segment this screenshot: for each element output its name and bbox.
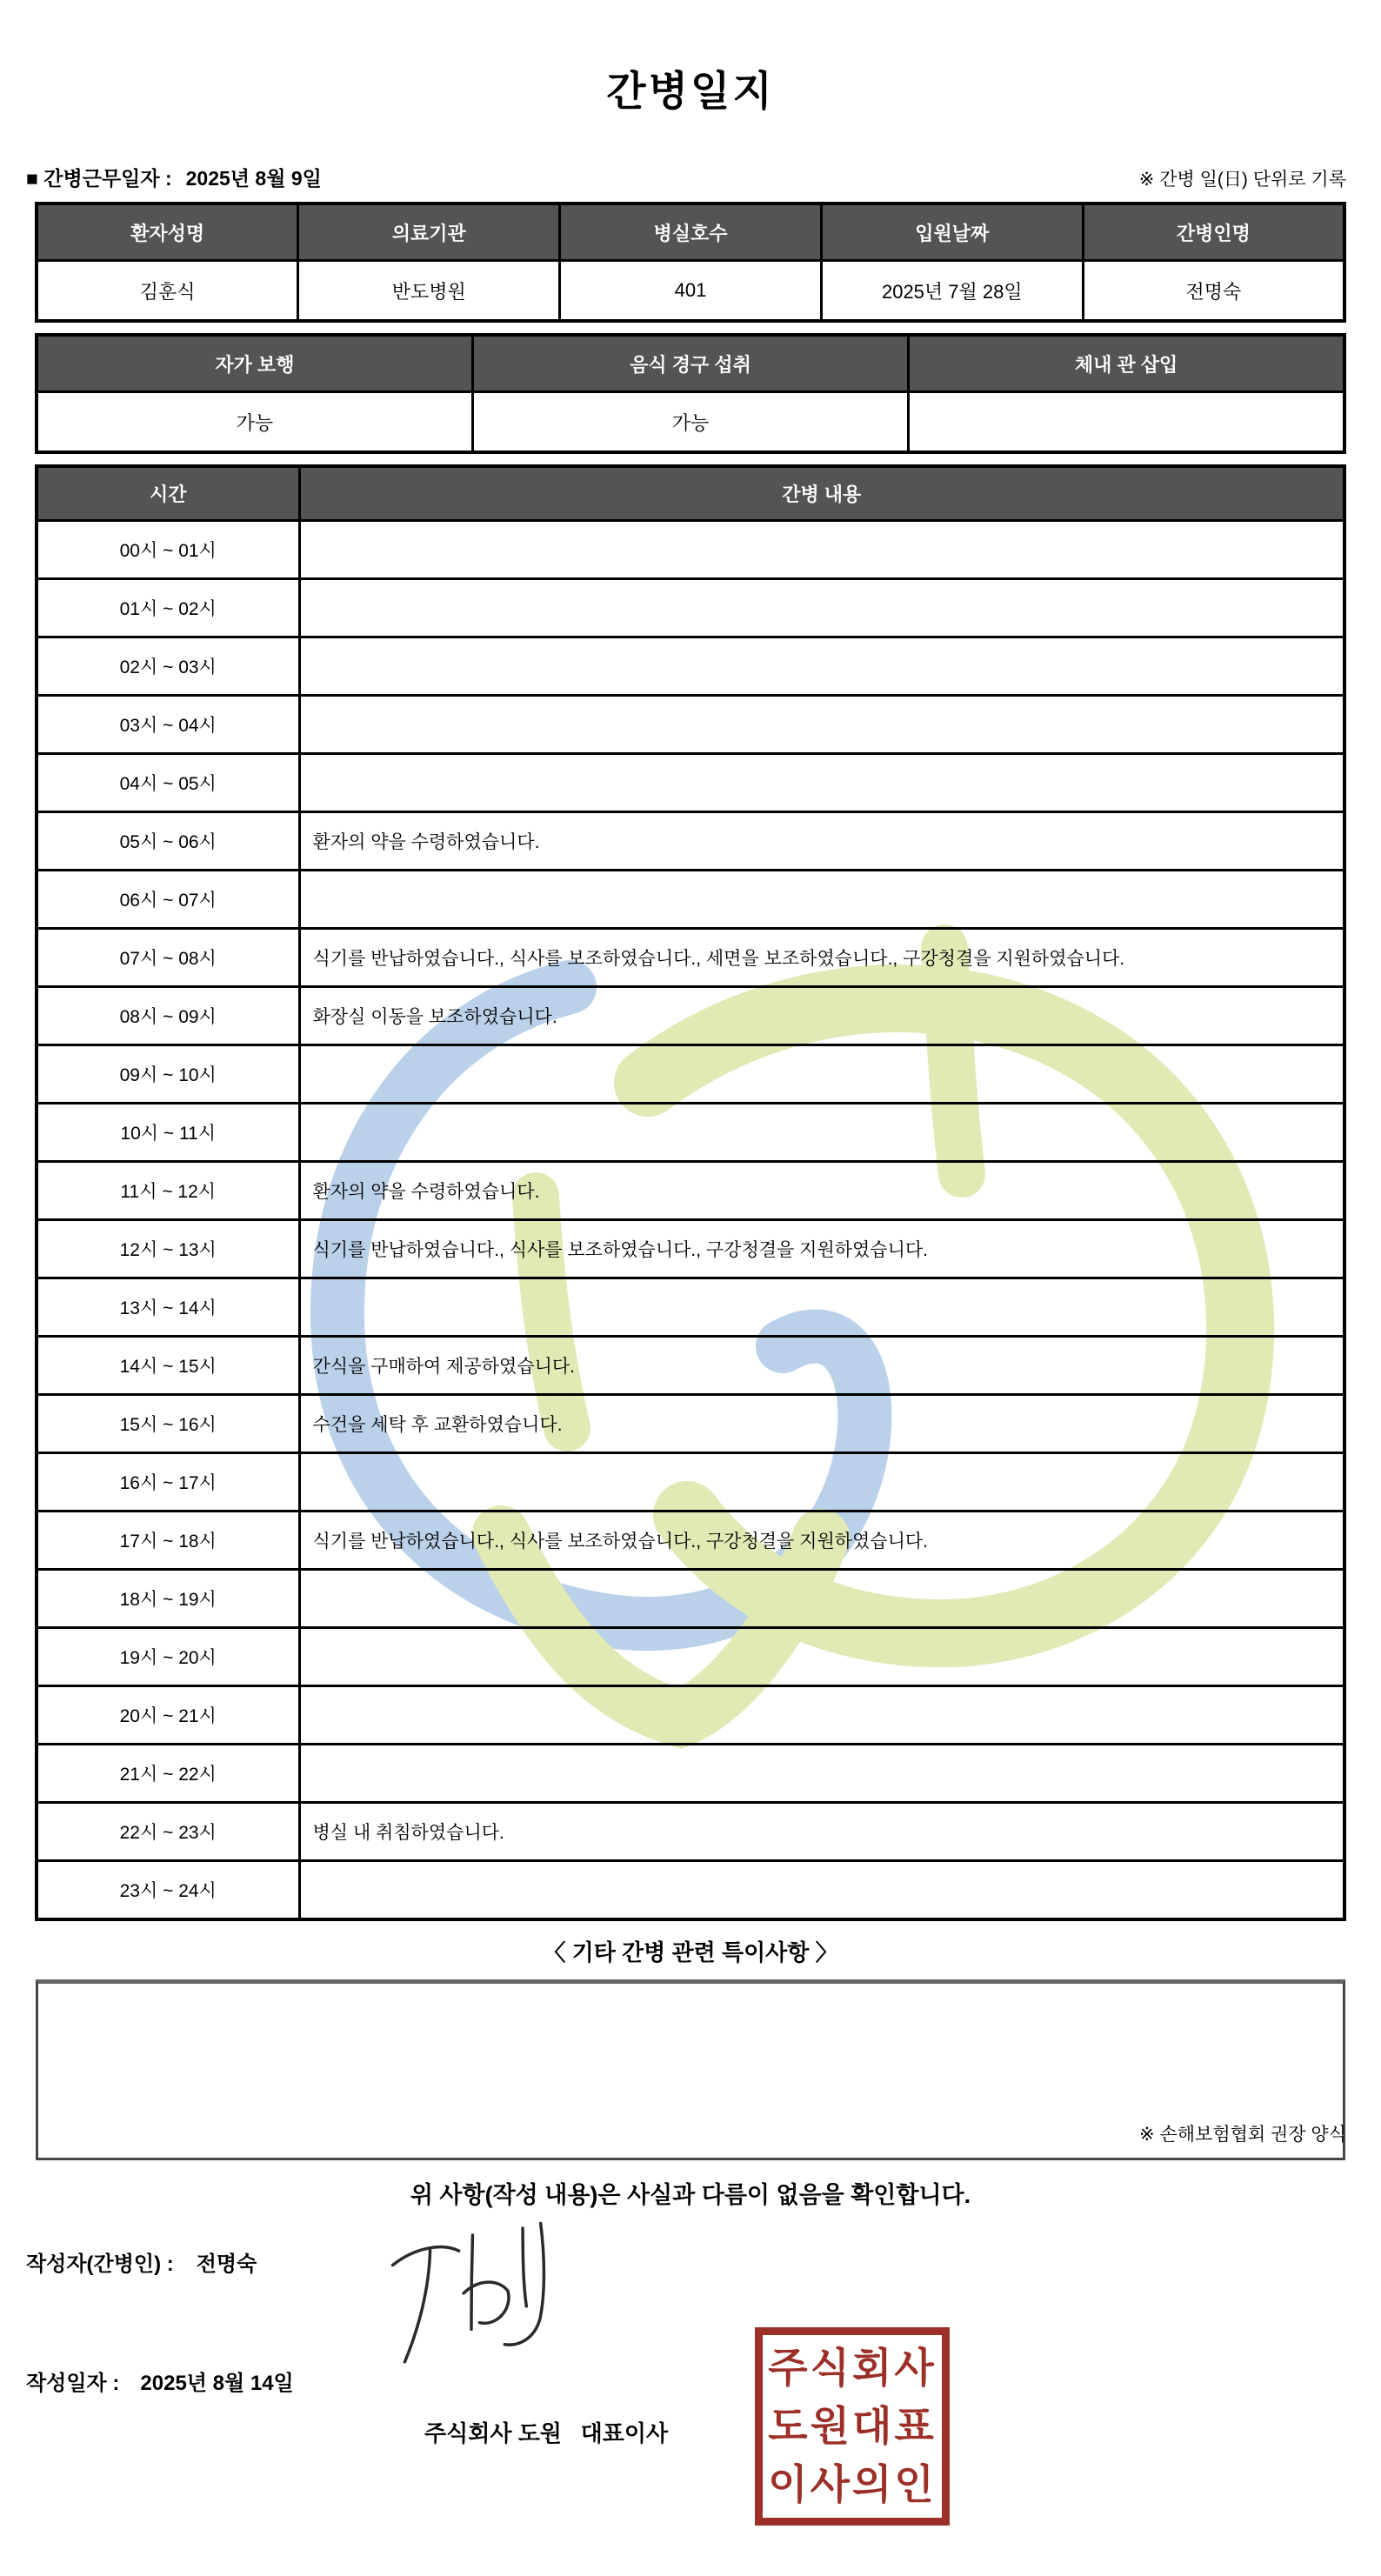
time-slot-cell: 17시 ~ 18시	[37, 1512, 299, 1570]
record-unit-note: ※ 간병 일(日) 단위로 기록	[1138, 170, 1346, 190]
patient-info-header-cell: 입원날짜	[821, 204, 1083, 261]
status-value-row	[37, 392, 1344, 453]
time-slot-cell: 10시 ~ 11시	[37, 1104, 299, 1162]
care-content-cell	[299, 1278, 1344, 1337]
writer-line	[26, 2246, 257, 2277]
status-header-cell: 체내 관 삽입	[909, 335, 1344, 392]
time-column-header: 시간	[37, 466, 299, 521]
patient-info-value-row	[37, 261, 1344, 322]
care-content-cell	[299, 1453, 1344, 1512]
time-slot-cell: 03시 ~ 04시	[37, 696, 299, 754]
handwritten-signature	[374, 2203, 577, 2381]
patient-info-header-cell: 의료기관	[298, 204, 560, 261]
time-slot-cell: 22시 ~ 23시	[37, 1803, 299, 1861]
care-content-cell	[299, 1104, 1344, 1162]
seal-text-row: 주식회사	[768, 2344, 937, 2391]
patient-info-header-cell: 병실호수	[560, 204, 822, 261]
time-slot-cell: 00시 ~ 01시	[37, 521, 299, 579]
work-date-line	[26, 163, 322, 191]
patient-info-header-cell: 간병인명	[1083, 204, 1344, 261]
care-log-row	[37, 1337, 1344, 1395]
content-column-header: 간병 내용	[299, 466, 1344, 521]
care-content-cell: 식기를 반납하였습니다., 식사를 보조하였습니다., 구강청결을 지원하였습니다.	[299, 1512, 1344, 1570]
time-slot-cell: 02시 ~ 03시	[37, 637, 299, 696]
care-content-cell: 병실 내 취침하였습니다.	[299, 1803, 1344, 1861]
time-slot-cell: 04시 ~ 05시	[37, 754, 299, 812]
time-slot-cell: 16시 ~ 17시	[37, 1453, 299, 1512]
care-log-row	[37, 696, 1344, 754]
time-slot-cell: 01시 ~ 02시	[37, 579, 299, 637]
care-log-header-row	[37, 466, 1344, 521]
corporate-seal-stamp	[755, 2327, 950, 2526]
care-content-cell	[299, 1570, 1344, 1628]
status-value-cell	[909, 392, 1344, 453]
time-slot-cell: 05시 ~ 06시	[37, 812, 299, 871]
care-log-row	[37, 812, 1344, 871]
time-slot-cell: 07시 ~ 08시	[37, 929, 299, 987]
patient-info-value-cell: 전명숙	[1083, 261, 1344, 322]
time-slot-cell: 15시 ~ 16시	[37, 1395, 299, 1453]
written-date-value: 2025년 8월 14일	[140, 2372, 294, 2395]
patient-status-table	[35, 333, 1346, 454]
care-content-cell	[299, 579, 1344, 637]
writer-name: 전명숙	[196, 2252, 257, 2276]
work-date-label: ■ 간병근무일자 :	[26, 167, 172, 190]
time-slot-cell: 06시 ~ 07시	[37, 871, 299, 929]
patient-info-header-cell: 환자성명	[37, 204, 298, 261]
care-log-table	[35, 464, 1346, 1921]
care-log-row	[37, 637, 1344, 696]
care-content-cell: 식기를 반납하였습니다., 식사를 보조하였습니다., 구강청결을 지원하였습니다.	[299, 1220, 1344, 1278]
special-notes-title: 〈 기타 간병 관련 특이사항 〉	[543, 1939, 838, 1965]
meta-row	[26, 163, 1346, 191]
status-value-cell: 가능	[37, 392, 472, 453]
time-slot-cell: 21시 ~ 22시	[37, 1745, 299, 1803]
care-log-row	[37, 1104, 1344, 1162]
care-log-row	[37, 1628, 1344, 1686]
care-content-cell	[299, 1628, 1344, 1686]
care-log-row	[37, 1512, 1344, 1570]
time-slot-cell: 09시 ~ 10시	[37, 1045, 299, 1104]
care-log-row	[37, 987, 1344, 1045]
time-slot-cell: 08시 ~ 09시	[37, 987, 299, 1045]
care-content-cell: 환자의 약을 수령하였습니다.	[299, 812, 1344, 871]
spacer	[0, 323, 1381, 333]
status-value-cell: 가능	[472, 392, 908, 453]
writer-label: 작성자(간병인) :	[26, 2252, 174, 2276]
care-log-row	[37, 1045, 1344, 1104]
care-log-row	[37, 1803, 1344, 1861]
care-content-cell: 환자의 약을 수령하였습니다.	[299, 1162, 1344, 1220]
time-slot-cell: 18시 ~ 19시	[37, 1570, 299, 1628]
time-slot-cell: 13시 ~ 14시	[37, 1278, 299, 1337]
care-content-cell	[299, 637, 1344, 696]
care-content-cell: 수건을 세탁 후 교환하였습니다.	[299, 1395, 1344, 1453]
page-title: 간병일지	[606, 68, 775, 114]
care-log-row	[37, 1395, 1344, 1453]
status-header-cell: 음식 경구 섭취	[472, 335, 908, 392]
company-ceo-line: 주식회사 도원 대표이사	[424, 2420, 669, 2446]
care-log-row	[37, 1686, 1344, 1745]
care-log-row	[37, 579, 1344, 637]
patient-info-table	[35, 202, 1346, 323]
patient-info-header-row	[37, 204, 1344, 261]
written-date-label: 작성일자 :	[26, 2372, 120, 2395]
care-log-row	[37, 1278, 1344, 1337]
patient-info-value-cell: 2025년 7월 28일	[821, 261, 1083, 322]
status-header-row	[37, 335, 1344, 392]
care-content-cell	[299, 1861, 1344, 1920]
written-date-line	[26, 2366, 294, 2396]
time-slot-cell: 14시 ~ 15시	[37, 1337, 299, 1395]
time-slot-cell: 23시 ~ 24시	[37, 1861, 299, 1920]
care-log-row	[37, 1570, 1344, 1628]
care-content-cell	[299, 1045, 1344, 1104]
care-log-row	[37, 1162, 1344, 1220]
care-content-cell: 화장실 이동을 보조하였습니다.	[299, 987, 1344, 1045]
patient-info-value-cell: 401	[560, 261, 822, 322]
patient-info-value-cell: 김훈식	[37, 261, 298, 322]
patient-info-value-cell: 반도병원	[298, 261, 560, 322]
confirmation-statement: 위 사항(작성 내용)은 사실과 다름이 없음을 확인합니다.	[410, 2182, 971, 2208]
care-content-cell	[299, 1686, 1344, 1745]
care-content-cell	[299, 696, 1344, 754]
care-content-cell	[299, 521, 1344, 579]
care-log-row	[37, 521, 1344, 579]
care-log-row	[37, 1745, 1344, 1803]
form-standard-note: ※ 손해보험협회 권장 양식	[1139, 2125, 1346, 2145]
care-content-cell	[299, 1745, 1344, 1803]
care-content-cell: 간식을 구매하여 제공하였습니다.	[299, 1337, 1344, 1395]
care-log-row	[37, 1453, 1344, 1512]
care-log-row	[37, 929, 1344, 987]
care-content-cell: 식기를 반납하였습니다., 식사를 보조하였습니다., 세면을 보조하였습니다., 구강청결을 지원하였습니다.	[299, 929, 1344, 987]
care-content-cell	[299, 871, 1344, 929]
care-log-row	[37, 1861, 1344, 1920]
time-slot-cell: 11시 ~ 12시	[37, 1162, 299, 1220]
time-slot-cell: 19시 ~ 20시	[37, 1628, 299, 1686]
care-log-row	[37, 754, 1344, 812]
seal-text-row: 도원대표	[768, 2402, 937, 2449]
work-date-value: 2025년 8월 9일	[185, 167, 322, 190]
care-log-row	[37, 871, 1344, 929]
status-header-cell: 자가 보행	[37, 335, 472, 392]
time-slot-cell: 12시 ~ 13시	[37, 1220, 299, 1278]
care-content-cell	[299, 754, 1344, 812]
time-slot-cell: 20시 ~ 21시	[37, 1686, 299, 1745]
spacer	[0, 454, 1381, 464]
seal-text-row: 이사의인	[768, 2461, 937, 2508]
care-log-row	[37, 1220, 1344, 1278]
